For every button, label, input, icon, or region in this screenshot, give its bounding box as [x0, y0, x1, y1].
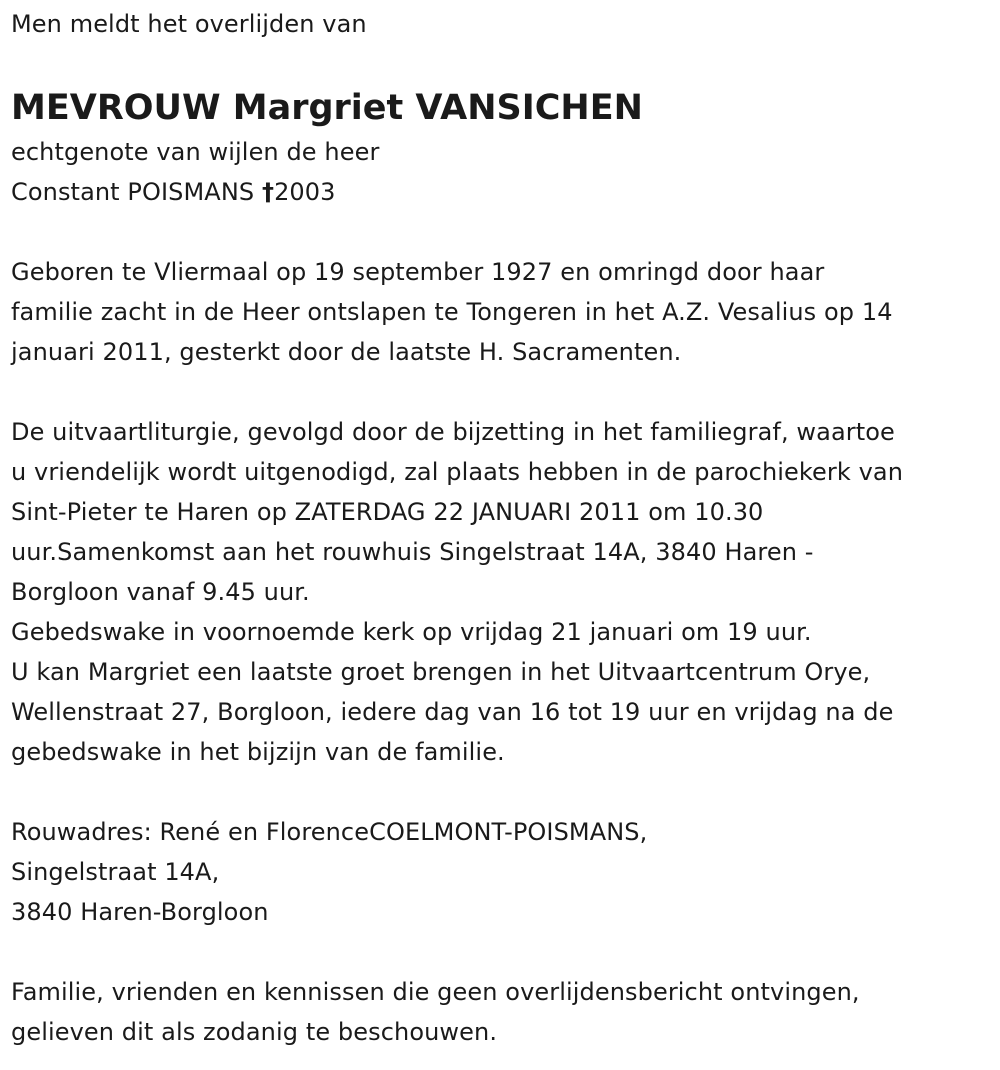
paragraph-line: Sint-Pieter te Haren op ZATERDAG 22 JANUARI 2011 om 10.30	[11, 498, 764, 526]
address-block	[11, 812, 996, 932]
paragraph-line: Gebedswake in voornoemde kerk op vrijdag 21 januari om 19 uur.	[11, 618, 812, 646]
closing-paragraph	[11, 972, 996, 1052]
relation-text: echtgenote van wijlen de heer	[11, 138, 380, 166]
cross-icon: †	[261, 178, 275, 206]
paragraph-line: gebedswake in het bijzijn van de familie.	[11, 738, 505, 766]
funeral-paragraph	[11, 412, 996, 772]
obituary-notice	[11, 0, 996, 1052]
paragraph-line: Wellenstraat 27, Borgloon, iedere dag van 16 tot 19 uur en vrijdag na de	[11, 698, 894, 726]
spouse-line	[11, 172, 996, 212]
paragraph-line: januari 2011, gesterkt door de laatste H. Sacramenten.	[11, 338, 682, 366]
paragraph-line: gelieven dit als zodanig te beschouwen.	[11, 1018, 498, 1046]
birth-paragraph	[11, 252, 996, 372]
paragraph-line: De uitvaartliturgie, gevolgd door de bijzetting in het familiegraf, waartoe	[11, 418, 895, 446]
paragraph-line: Geboren te Vliermaal op 19 september 1927 en omringd door haar	[11, 258, 825, 286]
paragraph-line: u vriendelijk wordt uitgenodigd, zal plaats hebben in de parochiekerk van	[11, 458, 904, 486]
deceased-name: MEVROUW Margriet VANSICHEN	[11, 88, 643, 128]
paragraph-line: Borgloon vanaf 9.45 uur.	[11, 578, 310, 606]
paragraph-line: Familie, vrienden en kennissen die geen overlijdensbericht ontvingen,	[11, 978, 860, 1006]
intro-text: Men meldt het overlijden van	[11, 10, 367, 38]
address-line: Rouwadres: René en FlorenceCOELMONT-POISMANS,	[11, 818, 648, 846]
spouse-death-year: 2003	[274, 178, 336, 206]
paragraph-line: uur.Samenkomst aan het rouwhuis Singelstraat 14A, 3840 Haren -	[11, 538, 814, 566]
address-line: Singelstraat 14A,	[11, 858, 220, 886]
paragraph-line: U kan Margriet een laatste groet brengen in het Uitvaartcentrum Orye,	[11, 658, 871, 686]
address-line: 3840 Haren-Borgloon	[11, 898, 269, 926]
paragraph-line: familie zacht in de Heer ontslapen te Tongeren in het A.Z. Vesalius op 14	[11, 298, 893, 326]
spouse-name: Constant POISMANS	[11, 178, 255, 206]
